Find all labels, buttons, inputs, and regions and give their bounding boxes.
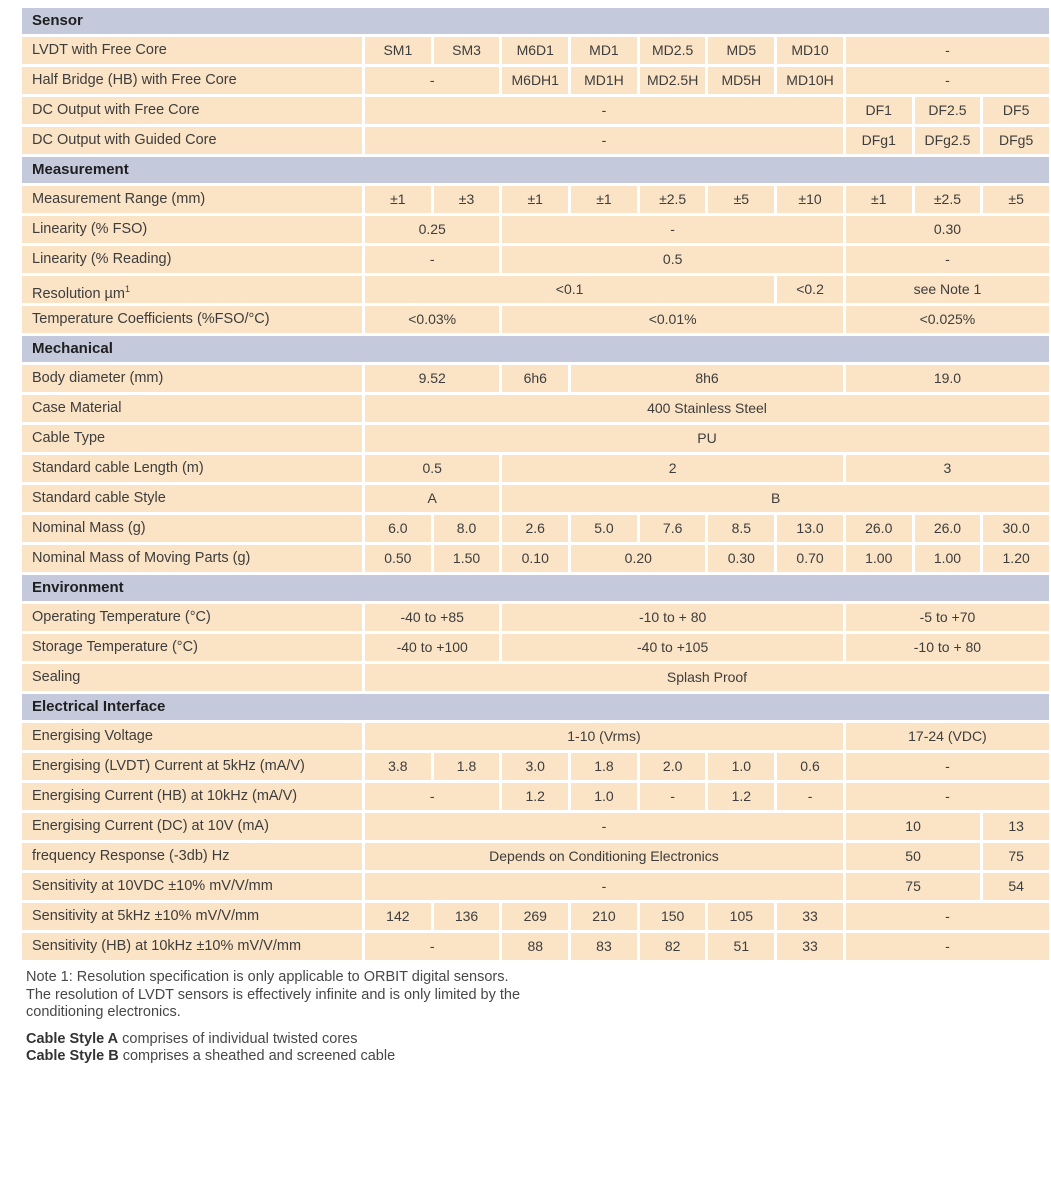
value-cell: 1.00 (915, 545, 981, 572)
value-cell: 7.6 (640, 515, 706, 542)
value-cell: - (846, 246, 1049, 273)
value-cell: 1-10 (Vrms) (365, 723, 843, 750)
value-cell: M6D1 (502, 37, 568, 64)
value-cell: 5.0 (571, 515, 637, 542)
value-cell: - (365, 97, 843, 124)
value-cell: ±2.5 (915, 186, 981, 213)
section-header-mechanical: Mechanical (22, 336, 1049, 362)
value-cell: ±3 (434, 186, 500, 213)
row-label-sensitivity-at-5khz-10-mv-v-mm: Sensitivity at 5kHz ±10% mV/V/mm (22, 903, 362, 930)
value-cell: Splash Proof (365, 664, 1049, 691)
value-cell: 17-24 (VDC) (846, 723, 1049, 750)
value-cell: 1.8 (434, 753, 500, 780)
value-cell: 0.6 (777, 753, 843, 780)
value-cell: 75 (983, 843, 1049, 870)
value-cell: 1.8 (571, 753, 637, 780)
value-cell: DF5 (983, 97, 1049, 124)
value-cell: 26.0 (915, 515, 981, 542)
value-cell: 1.20 (983, 545, 1049, 572)
value-cell: 3 (846, 455, 1049, 482)
value-cell: ±1 (502, 186, 568, 213)
value-cell: A (365, 485, 499, 512)
value-cell: 13.0 (777, 515, 843, 542)
value-cell: - (846, 67, 1049, 94)
value-cell: -5 to +70 (846, 604, 1049, 631)
value-cell: - (365, 933, 499, 960)
value-cell: 75 (846, 873, 980, 900)
value-cell: 3.8 (365, 753, 431, 780)
value-cell: 9.52 (365, 365, 499, 392)
value-cell: MD5 (708, 37, 774, 64)
value-cell: 13 (983, 813, 1049, 840)
value-cell: 26.0 (846, 515, 912, 542)
value-cell: 2.6 (502, 515, 568, 542)
value-cell: 54 (983, 873, 1049, 900)
row-label-linearity-fso: Linearity (% FSO) (22, 216, 362, 243)
section-header-environment: Environment (22, 575, 1049, 601)
row-label-case-material: Case Material (22, 395, 362, 422)
value-cell: 0.5 (365, 455, 499, 482)
value-cell: 6.0 (365, 515, 431, 542)
value-cell: - (640, 783, 706, 810)
value-cell: MD5H (708, 67, 774, 94)
value-cell: ±1 (571, 186, 637, 213)
row-label-half-bridge-hb-with-free-core: Half Bridge (HB) with Free Core (22, 67, 362, 94)
row-label-body-diameter-mm: Body diameter (mm) (22, 365, 362, 392)
section-header-sensor: Sensor (22, 8, 1049, 34)
value-cell: SM1 (365, 37, 431, 64)
row-label-temperature-coefficients-fso-c: Temperature Coefficients (%FSO/°C) (22, 306, 362, 333)
value-cell: 269 (502, 903, 568, 930)
value-cell: 0.20 (571, 545, 705, 572)
value-cell: 142 (365, 903, 431, 930)
value-cell: - (846, 933, 1049, 960)
value-cell: ±5 (708, 186, 774, 213)
value-cell: ±2.5 (640, 186, 706, 213)
value-cell: 0.70 (777, 545, 843, 572)
value-cell: DF2.5 (915, 97, 981, 124)
note1-paragraph (26, 969, 1049, 1022)
value-cell: 1.2 (502, 783, 568, 810)
value-cell: - (365, 246, 499, 273)
value-cell: 400 Stainless Steel (365, 395, 1049, 422)
row-label-dc-output-with-free-core: DC Output with Free Core (22, 97, 362, 124)
value-cell: 1.50 (434, 545, 500, 572)
value-cell: - (365, 813, 843, 840)
value-cell: MD1H (571, 67, 637, 94)
value-cell: 8h6 (571, 365, 843, 392)
value-cell: 0.30 (708, 545, 774, 572)
value-cell: ±5 (983, 186, 1049, 213)
cable-style-notes (26, 1031, 1049, 1066)
cable-style-a-line (26, 1031, 1049, 1049)
value-cell: 3.0 (502, 753, 568, 780)
section-header-measurement: Measurement (22, 157, 1049, 183)
value-cell: 0.5 (502, 246, 843, 273)
row-label-cable-type: Cable Type (22, 425, 362, 452)
value-cell: 150 (640, 903, 706, 930)
value-cell: 0.30 (846, 216, 1049, 243)
value-cell: B (502, 485, 1049, 512)
value-cell: 33 (777, 903, 843, 930)
row-label-storage-temperature-c: Storage Temperature (°C) (22, 634, 362, 661)
value-cell: - (777, 783, 843, 810)
value-cell: -40 to +85 (365, 604, 499, 631)
note1-line: conditioning electronics. (26, 1004, 181, 1020)
value-cell: 105 (708, 903, 774, 930)
value-cell: MD2.5H (640, 67, 706, 94)
value-cell: 88 (502, 933, 568, 960)
value-cell: 1.00 (846, 545, 912, 572)
value-cell: - (846, 783, 1049, 810)
row-label-frequency-response-3db-hz: frequency Response (-3db) Hz (22, 843, 362, 870)
value-cell: DFg2.5 (915, 127, 981, 154)
value-cell: MD10 (777, 37, 843, 64)
row-label-nominal-mass-of-moving-parts-g: Nominal Mass of Moving Parts (g) (22, 545, 362, 572)
value-cell: M6DH1 (502, 67, 568, 94)
value-cell: <0.025% (846, 306, 1049, 333)
value-cell: <0.2 (777, 276, 843, 303)
row-label-measurement-range-mm: Measurement Range (mm) (22, 186, 362, 213)
value-cell: 51 (708, 933, 774, 960)
value-cell: MD10H (777, 67, 843, 94)
value-cell: - (846, 37, 1049, 64)
value-cell: 1.2 (708, 783, 774, 810)
row-label-dc-output-with-guided-core: DC Output with Guided Core (22, 127, 362, 154)
value-cell: ±1 (846, 186, 912, 213)
value-cell: 0.25 (365, 216, 499, 243)
value-cell: - (365, 127, 843, 154)
value-cell: <0.01% (502, 306, 843, 333)
value-cell: - (846, 753, 1049, 780)
value-cell: <0.03% (365, 306, 499, 333)
value-cell: - (502, 216, 843, 243)
value-cell: - (365, 873, 843, 900)
notes (22, 969, 1049, 1066)
note1-line: Note 1: Resolution specification is only applicable to ORBIT digital sensors. (26, 969, 509, 985)
row-label-sealing: Sealing (22, 664, 362, 691)
row-label-linearity-reading: Linearity (% Reading) (22, 246, 362, 273)
row-label-resolution-m: Resolution µm$^1$ (22, 276, 362, 303)
row-label-energising-lvdt-current-at-5khz-ma-v: Energising (LVDT) Current at 5kHz (mA/V) (22, 753, 362, 780)
value-cell: 2 (502, 455, 843, 482)
row-label-sensitivity-hb-at-10khz-10-mv-v-mm: Sensitivity (HB) at 10kHz ±10% mV/V/mm (22, 933, 362, 960)
value-cell: PU (365, 425, 1049, 452)
value-cell: 83 (571, 933, 637, 960)
value-cell: 136 (434, 903, 500, 930)
value-cell: -10 to + 80 (502, 604, 843, 631)
value-cell: 8.0 (434, 515, 500, 542)
value-cell: DFg1 (846, 127, 912, 154)
value-cell: ±10 (777, 186, 843, 213)
row-label-energising-current-hb-at-10khz-ma-v: Energising Current (HB) at 10kHz (mA/V) (22, 783, 362, 810)
section-header-electrical-interface: Electrical Interface (22, 694, 1049, 720)
value-cell: 1.0 (708, 753, 774, 780)
row-label-operating-temperature-c: Operating Temperature (°C) (22, 604, 362, 631)
value-cell: 0.10 (502, 545, 568, 572)
value-cell: SM3 (434, 37, 500, 64)
value-cell: - (365, 67, 499, 94)
row-label-energising-current-dc-at-10v-ma: Energising Current (DC) at 10V (mA) (22, 813, 362, 840)
note-reference-superscript: 1 (124, 284, 130, 294)
value-cell: 8.5 (708, 515, 774, 542)
value-cell: 6h6 (502, 365, 568, 392)
value-cell: <0.1 (365, 276, 774, 303)
value-cell: 33 (777, 933, 843, 960)
cable-style-a-label: Cable Style A (26, 1030, 119, 1047)
row-label-nominal-mass-g: Nominal Mass (g) (22, 515, 362, 542)
cable-style-b-line (26, 1048, 1049, 1066)
value-cell: MD2.5 (640, 37, 706, 64)
value-cell: -10 to + 80 (846, 634, 1049, 661)
cable-style-a-text: comprises of individual twisted cores (118, 1030, 358, 1047)
sensor-spec-sheet (22, 8, 1049, 1066)
value-cell: 19.0 (846, 365, 1049, 392)
value-cell: - (365, 783, 499, 810)
note1-line: The resolution of LVDT sensors is effectively infinite and is only limited by the (26, 986, 521, 1003)
value-cell: 82 (640, 933, 706, 960)
value-cell: MD1 (571, 37, 637, 64)
row-label-standard-cable-style: Standard cable Style (22, 485, 362, 512)
value-cell: - (846, 903, 1049, 930)
value-cell: DF1 (846, 97, 912, 124)
value-cell: 0.50 (365, 545, 431, 572)
value-cell: 50 (846, 843, 980, 870)
cable-style-b-label: Cable Style B (26, 1048, 119, 1064)
spec-table (22, 8, 1049, 960)
value-cell: see Note 1 (846, 276, 1049, 303)
row-label-standard-cable-length-m: Standard cable Length (m) (22, 455, 362, 482)
value-cell: Depends on Conditioning Electronics (365, 843, 843, 870)
row-label-energising-voltage: Energising Voltage (22, 723, 362, 750)
value-cell: -40 to +105 (502, 634, 843, 661)
value-cell: DFg5 (983, 127, 1049, 154)
value-cell: 10 (846, 813, 980, 840)
value-cell: -40 to +100 (365, 634, 499, 661)
value-cell: ±1 (365, 186, 431, 213)
value-cell: 210 (571, 903, 637, 930)
value-cell: 1.0 (571, 783, 637, 810)
value-cell: 30.0 (983, 515, 1049, 542)
row-label-lvdt-with-free-core: LVDT with Free Core (22, 37, 362, 64)
row-label-sensitivity-at-10vdc-10-mv-v-mm: Sensitivity at 10VDC ±10% mV/V/mm (22, 873, 362, 900)
value-cell: 2.0 (640, 753, 706, 780)
cable-style-b-text: comprises a sheathed and screened cable (118, 1048, 396, 1064)
